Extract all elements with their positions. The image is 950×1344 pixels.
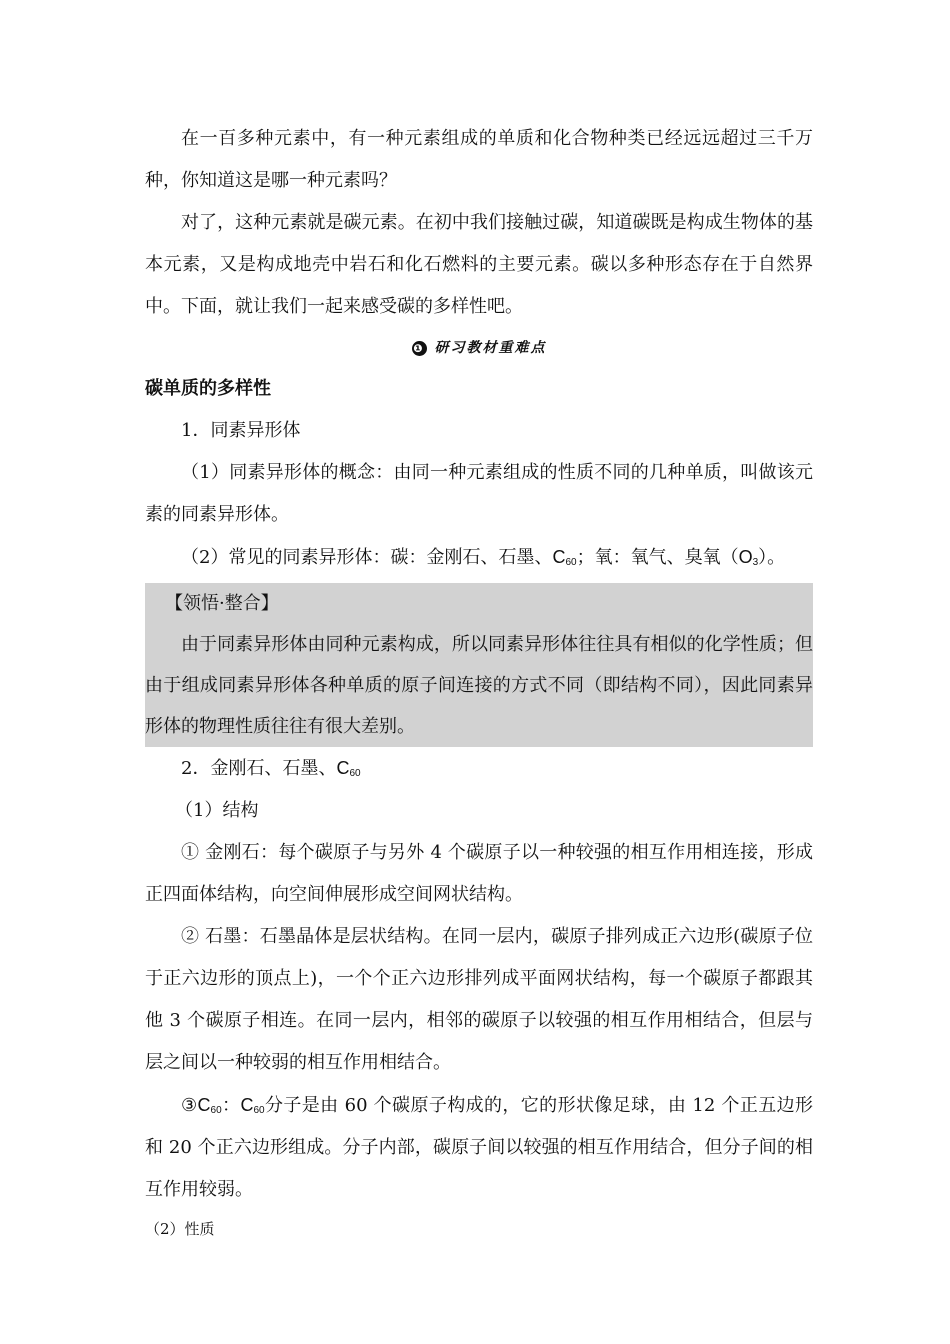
item1-concept: （1）同素异形体的概念：由同一种元素组成的性质不同的几种单质，叫做该元素的同素异形体。 <box>145 462 813 525</box>
item1-common-suffix: ）。 <box>758 547 786 568</box>
insight-box-text: 由于同素异形体由同种元素构成，所以同素异形体往往具有相似的化学性质；但由于组成同素异形体各种单质的原子间连接的方式不同（即结构不同），因此同素异形体的物理性质往往有很大差别。 <box>145 634 813 737</box>
document-body <box>145 118 813 1247</box>
c-subscript: 60 <box>565 557 577 568</box>
c-symbol: C <box>336 758 350 778</box>
item2-title <box>145 747 813 790</box>
c60-formula <box>240 1095 264 1115</box>
section-mark-text: 研习教材重难点 <box>434 340 547 356</box>
item1-common-prefix: （2）常见的同素异形体：碳：金刚石、石墨、 <box>181 547 553 568</box>
item1-common-mid: ；氧：氧气、臭氧（ <box>576 547 739 568</box>
c60-formula <box>198 1095 222 1115</box>
insight-box-title: 【领悟·整合】 <box>165 593 279 614</box>
section-title: 碳单质的多样性 <box>145 378 271 399</box>
c-subscript: 60 <box>210 1105 222 1116</box>
intro-paragraph-2: 对了，这种元素就是碳元素。在初中我们接触过碳，知道碳既是构成生物体的基本元素，又是构成地壳中岩石和化石燃料的主要元素。碳以多种形态存在于自然界中。下面，就让我们一起来感受碳的多样性吧。 <box>145 212 813 317</box>
c-symbol: C <box>552 547 566 567</box>
o-symbol: O <box>738 547 753 567</box>
c60-marker: ③ <box>181 1095 198 1116</box>
structure-title: （1）结构 <box>175 800 259 821</box>
intro-paragraph-1: 在一百多种元素中，有一种元素组成的单质和化合物种类已经远远超过三千万种，你知道这是哪一种元素吗？ <box>145 128 813 191</box>
number-one-icon: ❶ <box>413 341 425 355</box>
section-mark <box>145 328 813 368</box>
c-subscript: 60 <box>349 768 361 779</box>
graphite-paragraph: ② 石墨：石墨晶体是层状结构。在同一层内，碳原子排列成正六边形(碳原子位于正六边形的顶点上)，一个个正六边形排列成平面网状结构，每一个碳原子都跟其他 3 个碳原子相连。在同一层内，相邻的碳原子以较强的相互作用相结合，但层与层之间以一种较弱的相互作用相结合。 <box>145 926 813 1073</box>
c-subscript: 60 <box>253 1105 265 1116</box>
item2-title-prefix: 2．金刚石、石墨、 <box>181 758 337 779</box>
c-symbol: C <box>240 1095 254 1115</box>
c60-paragraph <box>145 1084 813 1211</box>
c-symbol: C <box>197 1095 211 1115</box>
item1-common <box>145 536 813 579</box>
diamond-paragraph: ① 金刚石：每个碳原子与另外 4 个碳原子以一种较强的相互作用相连接，形成正四面体结构，向空间伸展形成空间网状结构。 <box>145 842 813 905</box>
c60-colon: ： <box>221 1095 241 1116</box>
o3-formula <box>739 547 759 567</box>
property-title: （2）性质 <box>145 1220 215 1238</box>
item1-title: 1．同素异形体 <box>181 420 301 441</box>
c60-text: 分子是由 60 个碳原子构成的，它的形状像足球，由 12 个正五边形和 20 个正六边形组成。分子内部，碳原子间以较强的相互作用结合，但分子间的相互作用较弱。 <box>145 1095 814 1200</box>
o-subscript: 3 <box>752 557 759 568</box>
c60-formula <box>552 547 576 567</box>
insight-box <box>145 583 813 747</box>
c60-formula <box>336 758 360 778</box>
